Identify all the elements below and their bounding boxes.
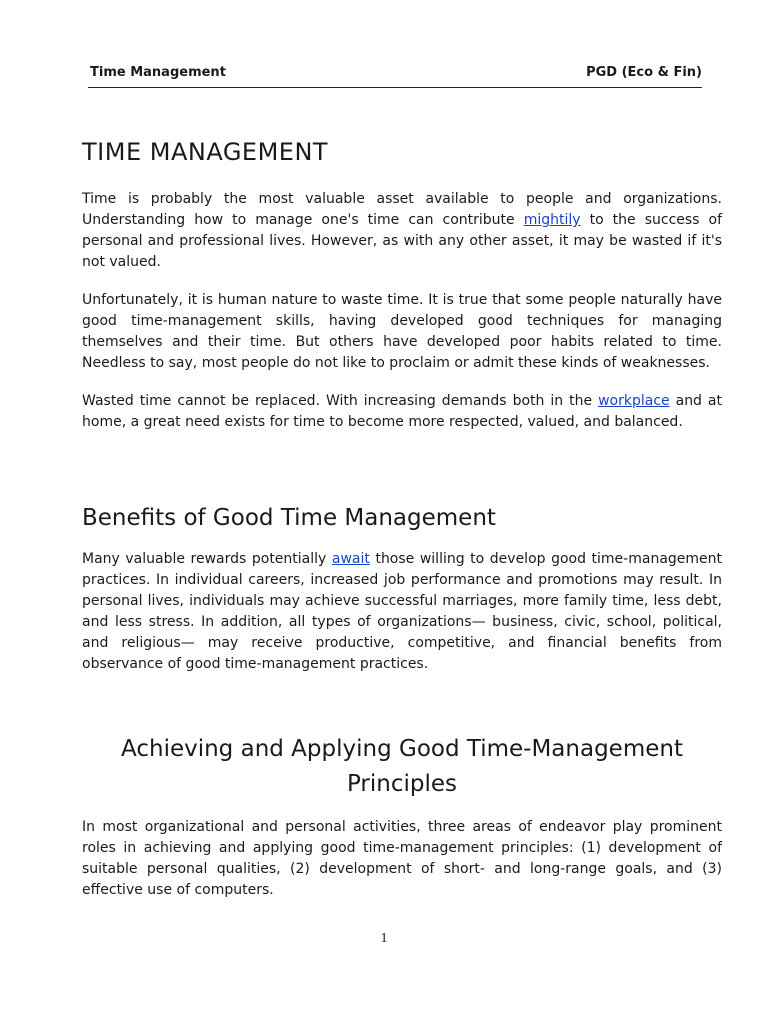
mightily-link[interactable]: mightily [523, 212, 581, 228]
benefits-heading: Benefits of Good Time Management [82, 505, 496, 531]
workplace-link[interactable]: workplace [598, 393, 670, 409]
page-header [88, 63, 702, 88]
await-link[interactable]: await [331, 551, 370, 567]
header-left-title: Time Management [90, 65, 226, 80]
intro-p3-after: and at home, a great need exists for time to become more respected, valued, and balanced. [82, 393, 723, 430]
header-right-title: PGD (Eco & Fin) [586, 65, 702, 80]
section-spacer [82, 450, 722, 505]
page-number: 1 [380, 931, 388, 946]
section-spacer [82, 692, 722, 732]
intro-paragraph-3 [82, 391, 722, 433]
page-title: TIME MANAGEMENT [82, 138, 329, 166]
intro-p3-before: Wasted time cannot be replaced. With increasing demands both in the [82, 393, 599, 409]
document-body [82, 132, 722, 918]
intro-p1-before: Time is probably the most valuable asset available to people and organizations. Understanding how to manage one's time can contribute [82, 191, 722, 228]
intro-paragraph-2: Unfortunately, it is human nature to waste time. It is true that some people naturally have good time-management skills, having developed good techniques for managing themselves and their time. But others have developed poor habits related to time. Needless to say, most people do not like to proclaim or admit these kinds of weaknesses. [82, 292, 722, 371]
benefits-p1-after: those willing to develop good time-management practices. In individual careers, increased job performance and promotions may result. In personal lives, individuals may achieve successful marriages, more family time, less debt, and less stress. In addition, all types of organizations— business, civic, school, political, and religious— may receive productive, competitive, and financial benefits from observance of good time-management practices. [82, 551, 723, 672]
intro-p1-after: to the success of personal and professional lives. However, as with any other asset, it may be wasted if it's not valued. [82, 212, 722, 270]
intro-paragraph-1 [82, 189, 722, 273]
benefits-p1-before: Many valuable rewards potentially [82, 551, 332, 567]
achieving-heading: Achieving and Applying Good Time-Management Principles [121, 736, 683, 797]
benefits-paragraph [82, 549, 722, 675]
achieving-paragraph: In most organizational and personal activities, three areas of endeavor play prominent roles in achieving and applying good time-management principles: (1) development of suitable personal qualities, (2) development of short- and long-range goals, and (3) effective use of computers. [82, 819, 722, 898]
